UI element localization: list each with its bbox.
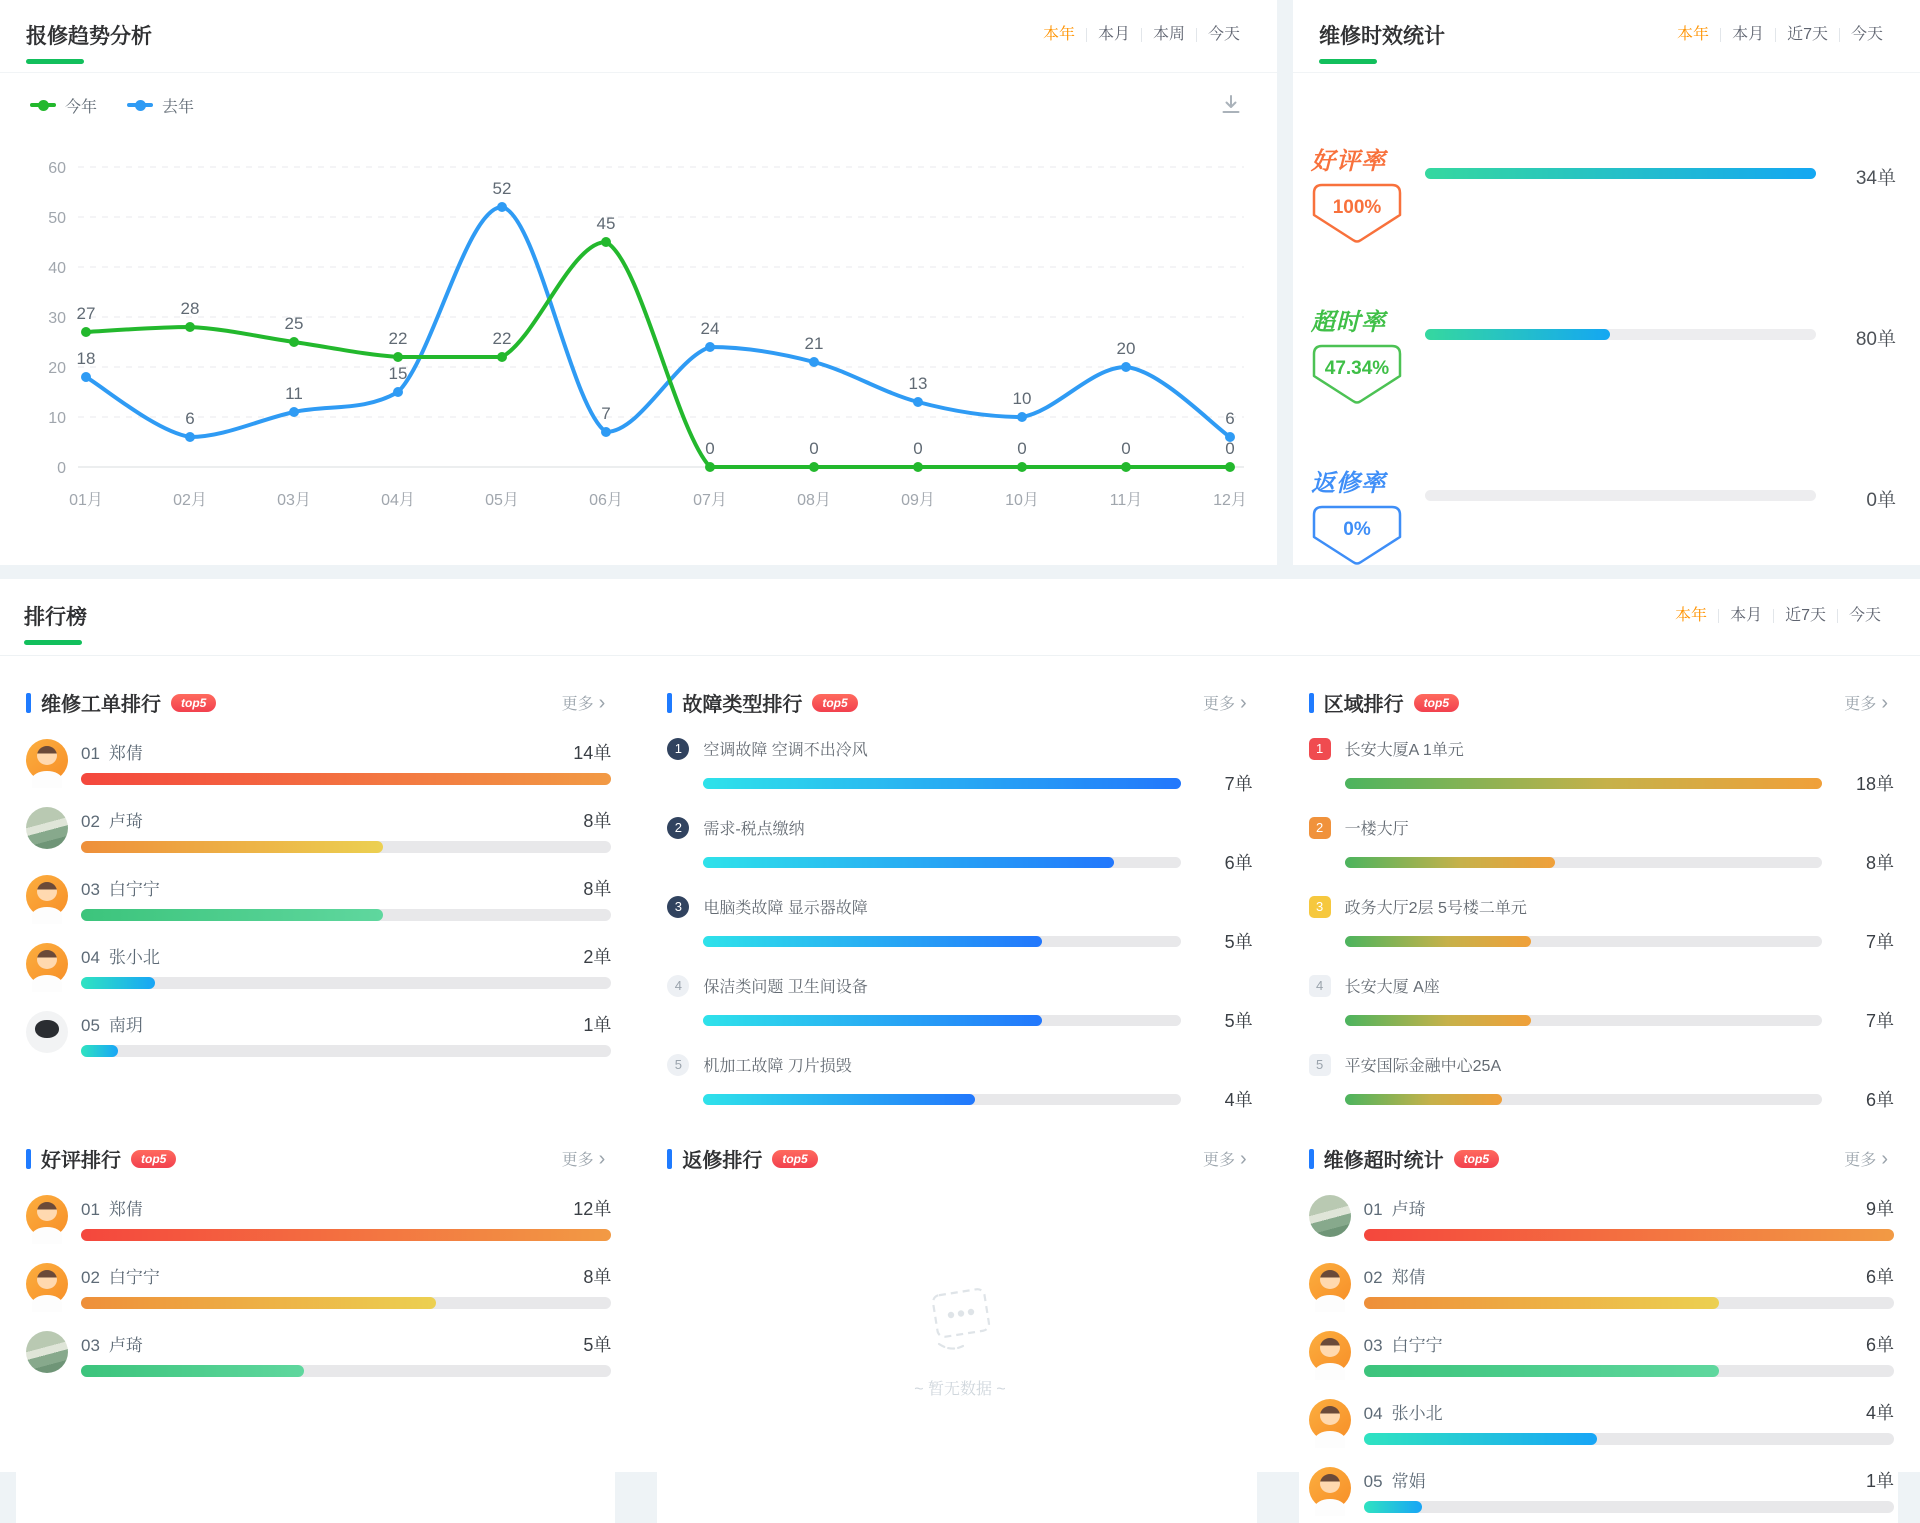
rank-bar xyxy=(1364,1229,1894,1241)
svg-text:15: 15 xyxy=(388,364,408,383)
filter-last-7-days[interactable]: 近7天 xyxy=(1787,26,1828,43)
rank-bar xyxy=(1345,936,1822,947)
rank-badge: 3 xyxy=(1309,896,1331,918)
rank-count: 4单 xyxy=(1865,1403,1894,1423)
gauge-count: 80单 xyxy=(1855,329,1896,350)
rank-label: 电脑类故障 显示器故障 xyxy=(703,900,868,917)
sla-panel-header xyxy=(1293,0,1920,73)
svg-text:04月: 04月 xyxy=(381,492,415,509)
header-accent-bar xyxy=(667,1149,672,1169)
rank-bar xyxy=(1345,778,1822,789)
rate-badge-icon xyxy=(1311,182,1403,246)
avatar xyxy=(26,1263,68,1305)
rank-bar xyxy=(1345,1094,1822,1105)
card-title: 故障类型排行 xyxy=(682,694,803,716)
svg-text:0: 0 xyxy=(57,460,66,477)
svg-text:11月: 11月 xyxy=(1109,492,1143,509)
rank-badge: 4 xyxy=(667,975,689,997)
avatar xyxy=(26,807,68,849)
chart-legend xyxy=(30,94,194,117)
gauge-track xyxy=(1425,329,1816,340)
rank-badge: 5 xyxy=(1309,1054,1331,1076)
rank-count: 2单 xyxy=(583,947,612,967)
rank-count: 1单 xyxy=(1865,1471,1894,1491)
avatar xyxy=(26,1011,68,1053)
rank-count: 8单 xyxy=(583,811,612,831)
svg-text:09月: 09月 xyxy=(901,492,935,509)
rank-row xyxy=(26,1331,611,1377)
gauge-positive-rate xyxy=(1293,141,1920,246)
gauge-label-block xyxy=(1311,463,1411,568)
card-header xyxy=(1309,688,1894,717)
rank-count: 7单 xyxy=(1865,932,1894,952)
rank-count: 8单 xyxy=(583,1267,612,1287)
svg-text:6: 6 xyxy=(185,409,195,428)
rank-count: 5单 xyxy=(583,1335,612,1355)
card-repair-overtime-ranking xyxy=(1299,1138,1898,1523)
rank-row xyxy=(26,943,611,989)
rank-label: 政务大厅2层 5号楼二单元 xyxy=(1344,900,1527,917)
avatar xyxy=(26,1331,68,1373)
svg-text:10月: 10月 xyxy=(1005,492,1039,509)
rank-name: 01 郑倩 xyxy=(81,744,143,763)
rank-badge: 1 xyxy=(667,738,689,760)
gauge-track xyxy=(1425,490,1816,501)
svg-text:6: 6 xyxy=(1225,409,1235,428)
svg-text:07月: 07月 xyxy=(693,492,727,509)
rank-bar xyxy=(81,1365,611,1377)
trend-line-chart xyxy=(16,119,1256,519)
card-title: 维修超时统计 xyxy=(1323,1150,1444,1172)
gauge-track xyxy=(1425,168,1816,179)
legend-marker-green xyxy=(30,103,56,107)
svg-text:7: 7 xyxy=(601,404,611,423)
rank-count: 18单 xyxy=(1855,774,1894,794)
rank-bar xyxy=(81,909,611,921)
card-header xyxy=(667,1144,1252,1173)
rank-bar xyxy=(703,1094,1180,1105)
no-data-icon xyxy=(915,1268,1005,1360)
filter-today[interactable]: 今天 xyxy=(1848,607,1881,624)
rank-label: 机加工故障 刀片损毁 xyxy=(703,1058,852,1075)
rank-label: 平安国际金融中心25A xyxy=(1344,1058,1502,1075)
rank-badge: 2 xyxy=(1309,817,1331,839)
top5-badge: top5 xyxy=(1454,1150,1499,1168)
svg-text:03月: 03月 xyxy=(277,492,311,509)
rank-row xyxy=(1309,1195,1894,1241)
rank-name: 04 张小北 xyxy=(1363,1404,1443,1423)
header-accent-bar xyxy=(26,1149,31,1169)
header-accent-bar xyxy=(26,693,31,713)
card-positive-review-ranking xyxy=(16,1138,615,1523)
rank-name: 03 卢琦 xyxy=(81,1336,143,1355)
card-header xyxy=(26,1144,611,1173)
rank-badge: 1 xyxy=(1309,738,1331,760)
rank-row xyxy=(1309,1053,1894,1112)
top5-badge: top5 xyxy=(171,694,216,712)
top5-badge: top5 xyxy=(131,1150,176,1168)
svg-text:06月: 06月 xyxy=(589,492,623,509)
chevron-right-icon: › xyxy=(1881,1147,1888,1170)
rank-row xyxy=(26,1011,611,1057)
download-icon[interactable] xyxy=(1219,93,1243,117)
top5-badge: top5 xyxy=(1414,694,1459,712)
avatar xyxy=(1309,1263,1351,1305)
gauge-title: 超时率 xyxy=(1311,309,1386,336)
rank-count: 5单 xyxy=(1224,1011,1253,1031)
rank-count: 6单 xyxy=(1224,853,1253,873)
gauge-bar xyxy=(1411,167,1816,179)
svg-text:20: 20 xyxy=(1116,339,1136,358)
svg-text:05月: 05月 xyxy=(485,492,519,509)
rank-bar xyxy=(703,778,1180,789)
rank-count: 6单 xyxy=(1865,1335,1894,1355)
svg-text:10: 10 xyxy=(48,410,66,427)
rank-name: 01 郑倩 xyxy=(81,1200,143,1219)
svg-text:28: 28 xyxy=(180,299,200,318)
legend-last-year[interactable] xyxy=(127,94,194,117)
rank-bar xyxy=(1364,1297,1894,1309)
filter-this-week[interactable]: 本周 xyxy=(1152,26,1185,43)
rank-count: 6单 xyxy=(1865,1267,1894,1287)
rank-name: 02 卢琦 xyxy=(81,812,143,831)
rank-name: 05 常娟 xyxy=(1363,1472,1426,1491)
svg-text:11: 11 xyxy=(285,384,303,403)
rank-row xyxy=(1309,1399,1894,1445)
gauge-bar xyxy=(1411,328,1816,340)
legend-label: 今年 xyxy=(65,98,98,116)
empty-text: ~ 暂无数据 ~ xyxy=(914,1380,1006,1398)
svg-text:40: 40 xyxy=(48,260,66,277)
more-link[interactable]: 更多 › xyxy=(561,1147,606,1170)
rank-row xyxy=(1309,974,1894,1033)
svg-text:13: 13 xyxy=(908,374,928,393)
avatar xyxy=(26,875,68,917)
svg-text:50: 50 xyxy=(48,210,66,227)
rank-bar xyxy=(81,1229,611,1241)
sla-filters xyxy=(1666,24,1894,46)
avatar xyxy=(26,943,68,985)
filter-today[interactable]: 今天 xyxy=(1850,26,1883,43)
svg-text:47.34%: 47.34% xyxy=(1324,358,1390,379)
rank-row xyxy=(1309,1263,1894,1309)
rank-name: 02 郑倩 xyxy=(1363,1268,1426,1287)
trend-filters xyxy=(1032,24,1251,46)
svg-text:02月: 02月 xyxy=(173,492,207,509)
chevron-right-icon: › xyxy=(1881,691,1888,714)
rank-label: 空调故障 空调不出冷风 xyxy=(703,742,868,759)
svg-text:25: 25 xyxy=(284,314,304,333)
gauge-label-block xyxy=(1311,302,1411,407)
svg-text:08月: 08月 xyxy=(797,492,831,509)
svg-text:01月: 01月 xyxy=(69,492,103,509)
gauge-overtime-rate xyxy=(1293,302,1920,407)
filter-this-month[interactable]: 本月 xyxy=(1732,26,1765,43)
rank-name: 04 张小北 xyxy=(81,948,160,967)
svg-text:0: 0 xyxy=(1225,439,1235,458)
rank-bar xyxy=(81,1045,611,1057)
rank-bar xyxy=(703,1015,1180,1026)
rank-name: 02 白宁宁 xyxy=(81,1268,160,1287)
rank-count: 7单 xyxy=(1865,1011,1894,1031)
rank-count: 14单 xyxy=(573,743,612,763)
trend-panel-header xyxy=(0,0,1277,73)
chevron-right-icon: › xyxy=(598,1147,606,1170)
empty-state xyxy=(667,1173,1252,1493)
rank-row xyxy=(26,739,611,785)
rankings-grid xyxy=(0,656,1920,1523)
card-fault-type-ranking xyxy=(657,682,1256,1122)
rank-label: 长安大厦 A座 xyxy=(1344,979,1440,996)
avatar xyxy=(1309,1467,1351,1509)
card-repair-orders-ranking xyxy=(16,682,615,1122)
svg-text:100%: 100% xyxy=(1332,197,1382,218)
svg-text:0: 0 xyxy=(809,439,819,458)
rank-row xyxy=(667,895,1252,954)
filter-this-month[interactable]: 本月 xyxy=(1097,26,1130,43)
rank-label: 一楼大厅 xyxy=(1344,821,1409,838)
svg-text:12月: 12月 xyxy=(1213,492,1247,509)
filter-today[interactable]: 今天 xyxy=(1207,26,1240,43)
rank-row xyxy=(1309,1467,1894,1513)
page-title-rankings: 排行榜 xyxy=(24,601,87,645)
rankings-panel xyxy=(0,579,1920,1491)
gauge-count: 34单 xyxy=(1855,168,1896,189)
rank-bar xyxy=(703,857,1180,868)
more-link[interactable]: 更多 › xyxy=(1202,691,1247,714)
card-title: 好评排行 xyxy=(41,1150,121,1172)
svg-text:10: 10 xyxy=(1012,389,1032,408)
filter-this-month[interactable]: 本月 xyxy=(1730,607,1763,624)
card-header xyxy=(26,688,611,717)
rank-count: 6单 xyxy=(1865,1090,1894,1110)
header-accent-bar xyxy=(1309,1149,1314,1169)
gauge-bar xyxy=(1411,489,1816,501)
rank-label: 需求-税点缴纳 xyxy=(703,821,805,838)
avatar xyxy=(1309,1331,1351,1373)
rank-row xyxy=(1309,737,1894,796)
top5-badge: top5 xyxy=(772,1150,817,1168)
rank-count: 1单 xyxy=(583,1015,612,1035)
rank-badge: 2 xyxy=(667,817,689,839)
page-title-trend: 报修趋势分析 xyxy=(26,20,152,64)
card-title: 返修排行 xyxy=(682,1150,763,1172)
page-title-sla: 维修时效统计 xyxy=(1319,20,1445,64)
legend-marker-blue xyxy=(127,103,153,107)
card-title: 区域排行 xyxy=(1323,694,1404,716)
gauge-title: 返修率 xyxy=(1311,470,1386,497)
top5-badge: top5 xyxy=(812,694,857,712)
svg-text:18: 18 xyxy=(76,349,96,368)
rank-count: 12单 xyxy=(573,1199,612,1219)
rank-row xyxy=(1309,895,1894,954)
chevron-right-icon: › xyxy=(1239,691,1247,714)
svg-text:60: 60 xyxy=(48,160,66,177)
rank-badge: 3 xyxy=(667,896,689,918)
top-section xyxy=(0,0,1920,565)
rank-row xyxy=(26,807,611,853)
gauge-count: 0单 xyxy=(1866,490,1896,511)
rank-bar xyxy=(1345,1015,1822,1026)
rank-count: 8单 xyxy=(1865,853,1894,873)
legend-this-year[interactable] xyxy=(30,94,97,117)
gauge-label-block xyxy=(1311,141,1411,246)
rank-bar xyxy=(1345,857,1822,868)
rate-badge-icon xyxy=(1311,343,1403,407)
avatar xyxy=(1309,1399,1351,1441)
svg-text:0: 0 xyxy=(1121,439,1131,458)
chevron-right-icon: › xyxy=(598,691,606,714)
rank-count: 7单 xyxy=(1224,774,1253,794)
svg-text:45: 45 xyxy=(596,214,616,233)
legend-label: 去年 xyxy=(162,98,195,116)
sla-panel xyxy=(1293,0,1920,565)
rank-row xyxy=(1309,816,1894,875)
card-rework-ranking xyxy=(657,1138,1256,1523)
card-area-ranking xyxy=(1299,682,1898,1122)
rank-bar xyxy=(1364,1501,1894,1513)
svg-text:0%: 0% xyxy=(1343,519,1371,540)
avatar xyxy=(1309,1195,1351,1237)
rank-row xyxy=(667,1053,1252,1112)
filter-this-year[interactable]: 本年 xyxy=(1042,26,1075,43)
svg-text:0: 0 xyxy=(1017,439,1027,458)
filter-last-7-days[interactable]: 近7天 xyxy=(1785,607,1826,624)
chart-legend-row xyxy=(0,73,1277,117)
card-title: 维修工单排行 xyxy=(41,694,161,716)
header-accent-bar xyxy=(667,693,672,713)
svg-text:0: 0 xyxy=(705,439,715,458)
rank-bar xyxy=(81,1297,611,1309)
chevron-right-icon: › xyxy=(1239,1147,1247,1170)
rank-bar xyxy=(1364,1433,1894,1445)
rate-badge-icon xyxy=(1311,504,1403,568)
rank-row xyxy=(26,1195,611,1241)
gauge-rework-rate xyxy=(1293,463,1920,568)
rank-badge: 5 xyxy=(667,1054,689,1076)
rank-count: 4单 xyxy=(1224,1090,1253,1110)
avatar xyxy=(26,1195,68,1237)
svg-text:24: 24 xyxy=(700,319,720,338)
svg-text:30: 30 xyxy=(48,310,66,327)
rank-count: 5单 xyxy=(1224,932,1253,952)
rank-row xyxy=(26,1263,611,1309)
rank-bar xyxy=(81,773,611,785)
svg-text:27: 27 xyxy=(76,304,96,323)
more-link[interactable]: 更多 › xyxy=(561,691,606,714)
svg-text:22: 22 xyxy=(388,329,408,348)
rank-name: 01 卢琦 xyxy=(1363,1200,1426,1219)
rank-row xyxy=(26,875,611,921)
rank-label: 保洁类问题 卫生间设备 xyxy=(703,979,868,996)
svg-text:0: 0 xyxy=(913,439,923,458)
svg-text:22: 22 xyxy=(492,329,512,348)
rank-name: 03 白宁宁 xyxy=(81,880,160,899)
trend-panel xyxy=(0,0,1277,565)
rank-count: 9单 xyxy=(1865,1199,1894,1219)
rank-row xyxy=(667,737,1252,796)
rank-row xyxy=(1309,1331,1894,1377)
gauge-fill xyxy=(1425,329,1610,340)
rankings-filters xyxy=(1664,605,1892,627)
avatar xyxy=(26,739,68,781)
gauge-title: 好评率 xyxy=(1311,148,1386,175)
card-header xyxy=(1309,1144,1894,1173)
rank-name: 03 白宁宁 xyxy=(1363,1336,1443,1355)
more-link[interactable]: 更多 › xyxy=(1844,1147,1888,1170)
gauge-fill xyxy=(1425,168,1816,179)
rank-badge: 4 xyxy=(1309,975,1331,997)
rank-name: 05 南玥 xyxy=(81,1016,143,1035)
filter-this-year[interactable]: 本年 xyxy=(1675,607,1708,624)
rank-bar xyxy=(703,936,1180,947)
card-header xyxy=(667,688,1252,717)
rankings-header xyxy=(0,579,1920,656)
rank-label: 长安大厦A 1单元 xyxy=(1344,742,1464,759)
rank-row xyxy=(667,816,1252,875)
rank-bar xyxy=(81,977,611,989)
rank-count: 8单 xyxy=(583,879,612,899)
rank-bar xyxy=(81,841,611,853)
svg-text:52: 52 xyxy=(492,179,512,198)
more-link[interactable]: 更多 › xyxy=(1844,691,1888,714)
more-link[interactable]: 更多 › xyxy=(1202,1147,1247,1170)
header-accent-bar xyxy=(1309,693,1314,713)
rank-row xyxy=(667,974,1252,1033)
svg-text:20: 20 xyxy=(48,360,66,377)
svg-text:21: 21 xyxy=(804,334,824,353)
filter-this-year[interactable]: 本年 xyxy=(1677,26,1710,43)
rank-bar xyxy=(1364,1365,1894,1377)
